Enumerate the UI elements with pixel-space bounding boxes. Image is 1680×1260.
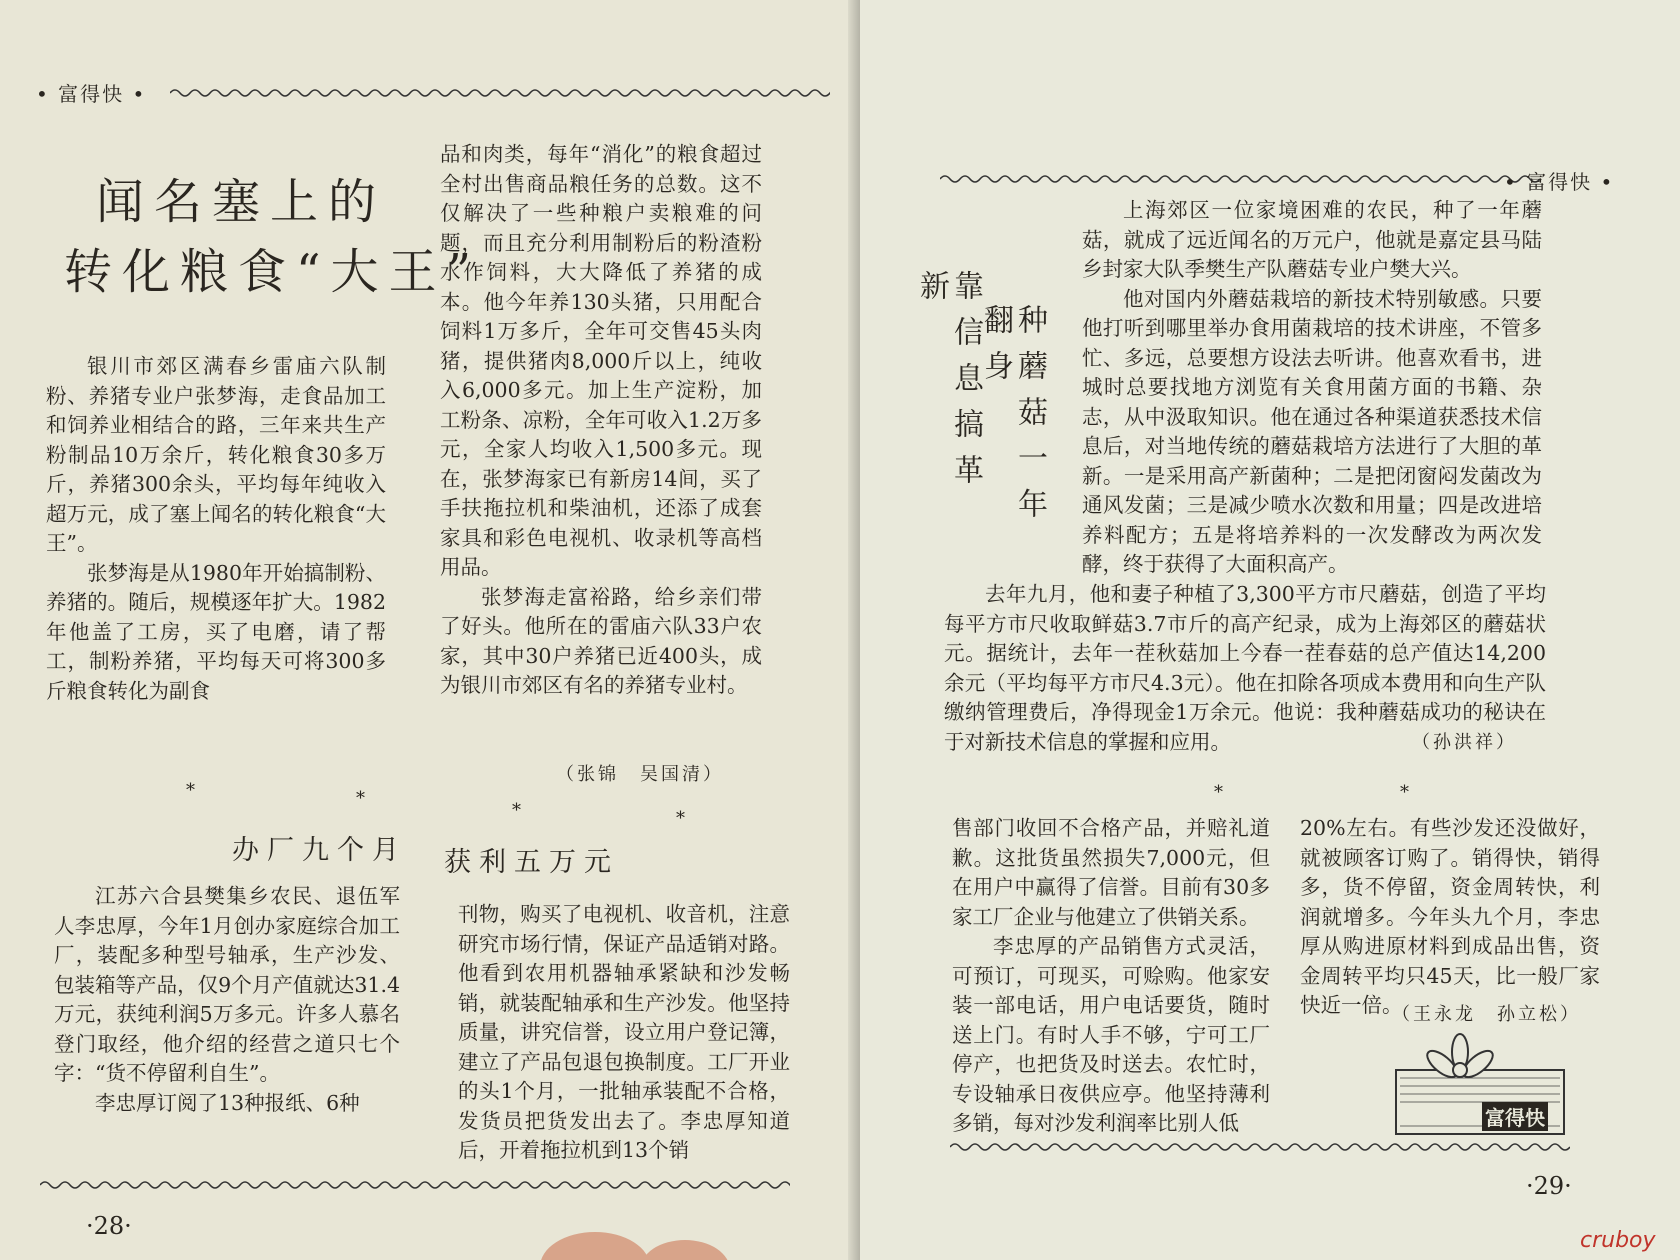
paragraph: 去年九月，他和妻子种植了3,300平方市尺蘑菇，创造了平均每平方市尺收取鲜菇3.7市斤的高产纪录，成为上海郊区的蘑菇状元。据统计，去年一茬秋菇加上今春一茬春菇的总产值达14,200余元（平均每平方市尺4.3元）。他在扣除各项成本费用和向生产队缴纳管理费后，净得现金1万余元。他说：我种蘑菇成功的秘诀在于对新技术信息的掌握和应用。 [944, 582, 1546, 754]
bullet-icon: • [1592, 170, 1615, 194]
wavy-rule [950, 1140, 1570, 1154]
paragraph: 20%左右。有些沙发还没做好，就被顾客订购了。销得快，销得多，货不停留，资金周转快，利润就增多。今年头九个月，李忠厚从购进原材料到成品出售，资金周转平均只45天，比一般厂家快近一倍。 [1300, 816, 1600, 1017]
page-number-left: ·28· [86, 1212, 132, 1240]
logo-text: 富得快 [1482, 1102, 1548, 1131]
paragraph: 品和肉类，每年“消化”的粮食超过全村出售商品粮任务的总数。这不仅解决了一些种粮户卖粮难的问题，而且充分利用制粉后的粉渣粉水作饲料，大大降低了养猪的成本。他今年养130头猪，只用配合饲料1万多斤，全年可交售45头肉猪，提供猪肉8,000斤以上，纯收入6,000多元。加上生产淀粉，加工粉条、凉粉，全年可收入1.2万多元，全家人均收入1,500多元。现在，张梦海家已有新房14间，买了手扶拖拉机和柴油机，还添了成套家具和彩色电视机、收录机等高档用品。 [440, 142, 762, 579]
right-page [860, 0, 1680, 1260]
article3-title-col1: 种蘑菇一年翻身 [978, 304, 1047, 534]
article2-column1 [54, 882, 400, 1118]
article3-top-column [1082, 196, 1542, 580]
article1-title-line1: 闻名塞上的 [96, 174, 387, 230]
paragraph: 李忠厚的产品销售方式灵活，可预订，可现买，可赊购。他家安装一部电话，用户电话要货，随时送上门。有时人手不够，宁可工厂停产，也把货及时送去。农忙时，专设轴承日夜供应亭。他坚持薄利多销，每对沙发利润率比别人低 [952, 934, 1270, 1135]
wavy-rule [940, 172, 1540, 186]
article1-column2 [440, 140, 762, 701]
separator-star-icon: * [1214, 782, 1223, 803]
wavy-rule [170, 86, 830, 100]
wavy-rule [40, 1178, 790, 1192]
paragraph: 刊物，购买了电视机、收音机，注意研究市场行情，保证产品适销对路。他看到农用机器轴承紧缺和沙发畅销，就装配轴承和生产沙发。他坚持质量，讲究信誉，设立用户登记簿，建立了产品包退包换制度。工厂开业的头1个月，一批轴承装配不合格，发货员把货发出去了。李忠厚知道后，开着拖拉机到13个销 [458, 902, 790, 1162]
paragraph: 银川市郊区满春乡雷庙六队制粉、养猪专业户张梦海，走食品加工和饲养业相结合的路，三年来共生产粉制品10万余斤，转化粮食30多万斤，养猪300余头，平均每年纯收入超万元，成了塞上闻名的转化粮食“大王”。 [46, 354, 386, 555]
article2-cont-column1 [952, 814, 1270, 1139]
paragraph: 张梦海是从1980年开始搞制粉、养猪的。随后，规模逐年扩大。1982年他盖了工房，买了电磨，请了帮工，制粉养猪，平均每天可将300多斤粮食转化为副食 [46, 560, 386, 703]
article2-cont-column2 [1300, 814, 1600, 1021]
article3-byline: （孙洪祥） [1412, 732, 1517, 753]
article2-byline: （王永龙 孙立松） [1392, 1004, 1581, 1025]
article2-title-part2: 获利五万元 [444, 847, 619, 878]
paragraph: 售部门收回不合格产品，并赔礼道歉。这批货虽然损失7,000元，但在用户中赢得了信誉。目前有30多家工厂企业与他建立了供销关系。 [952, 816, 1270, 929]
header-text: 富得快 [58, 82, 125, 106]
paragraph: 他对国内外蘑菇栽培的新技术特别敏感。只要他打听到哪里举办食用菌栽培的技术讲座，不管多忙、多远，总要想方设法去听讲。他喜欢看书，进城时总要找地方浏览有关食用菌方面的书籍、杂志，从中汲取知识。他在通过各种渠道获悉技术信息后，对当地传统的蘑菇栽培方法进行了大胆的革新。一是采用高产新菌种；二是把闭窗闷发菌改为通风发菌；三是减少喷水次数和用量；四是改进培养料配方；五是将培养料的一次发酵改为两次发酵，终于获得了大面积高产。 [1082, 286, 1542, 576]
paragraph: 江苏六合县樊集乡农民、退伍军人李忠厚，今年1月创办家庭综合加工厂，装配多种型号轴承，生产沙发、包装箱等产品，仅9个月产值就达31.4万元，获纯利润5万多元。许多人慕名登门取经，他介绍的经营之道只七个字：“货不停留利自生”。 [54, 884, 400, 1085]
header-text: 富得快 [1526, 170, 1593, 194]
separator-star-icon: * [512, 800, 521, 821]
article1-title-line2: 转化粮食“大王” [64, 244, 482, 300]
bullet-icon: • [36, 82, 59, 106]
thumb [640, 1240, 730, 1260]
paragraph: 上海郊区一位家境困难的农民，种了一年蘑菇，就成了远近闻名的万元户，他就是嘉定县马陆乡封家大队季樊生产队蘑菇专业户樊大兴。 [1082, 198, 1542, 281]
article1-byline: （张锦 吴国清） [556, 764, 724, 785]
bullet-icon: • [124, 82, 147, 106]
page-number-right: ·29· [1526, 1172, 1572, 1200]
separator-star-icon: * [1400, 782, 1409, 803]
article3-title-col2: 靠信息搞革新 [914, 270, 983, 500]
separator-star-icon: * [186, 780, 195, 801]
paragraph: 张梦海走富裕路，给乡亲们带了好头。他所在的雷庙六队33户农家，其中30户养猪已近400头，成为银川市郊区有名的养猪专业村。 [440, 584, 762, 697]
decorative-logo [1390, 1030, 1570, 1140]
running-header-right [1504, 166, 1614, 195]
separator-star-icon: * [356, 788, 365, 809]
article2-title-part1: 办厂九个月 [232, 835, 407, 866]
watermark: cruboy [1580, 1228, 1656, 1253]
article2-column2 [458, 900, 790, 1166]
article1-column1 [46, 352, 386, 706]
thumb [540, 1232, 650, 1260]
running-header-left [36, 78, 146, 107]
separator-star-icon: * [676, 808, 685, 829]
bullet-icon: • [1504, 170, 1527, 194]
paragraph: 李忠厚订阅了13种报纸、6种 [95, 1090, 360, 1115]
